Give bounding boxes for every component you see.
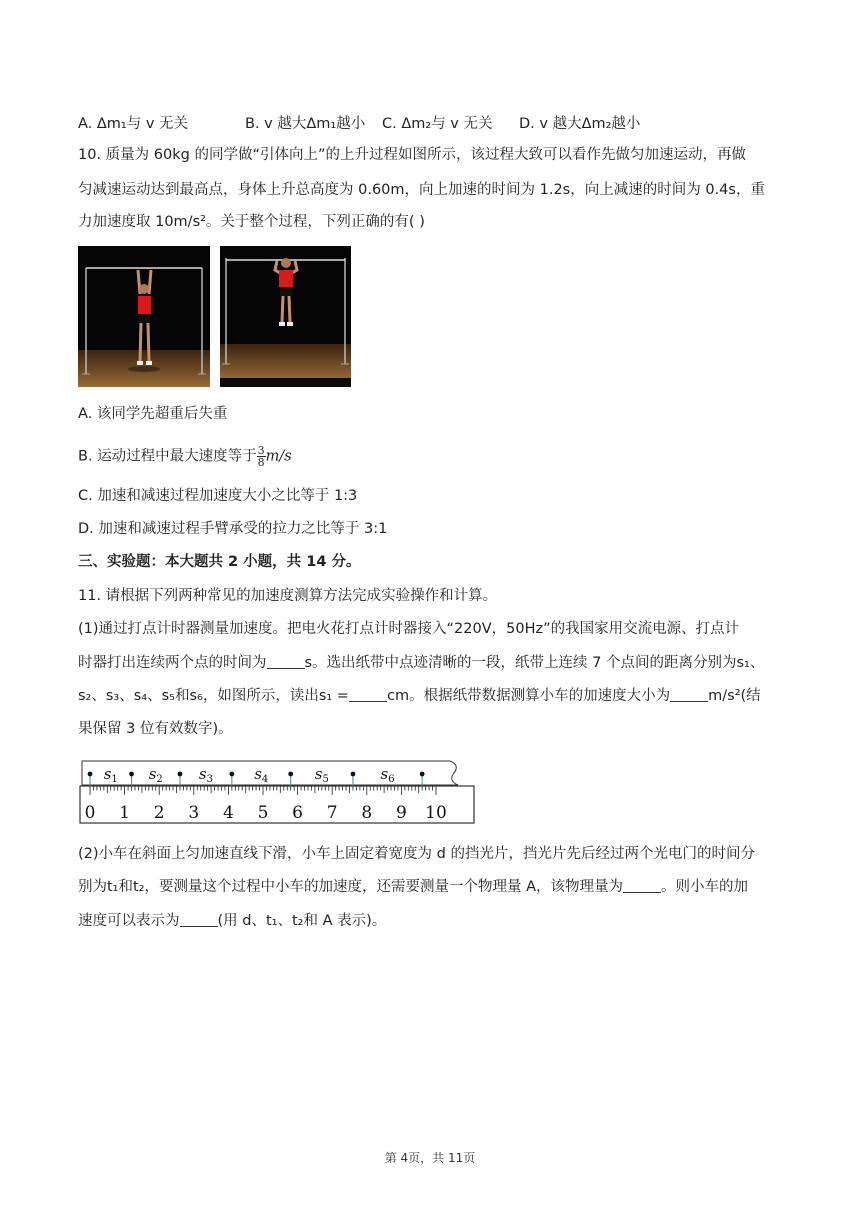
text: s₂、s₃、s₄、s₅和s₆，如图所示，读出s₁ = <box>78 688 349 704</box>
text: 别为t₁和t₂，要测量这个过程中小车的加速度，还需要测量一个物理量 A，该物理量为 <box>78 879 624 895</box>
answer-blank <box>623 878 661 893</box>
q9-option-b: B. v 越大Δm₁越小 <box>245 116 366 132</box>
ruler-number: 4 <box>222 803 234 823</box>
q11-part1-line1: (1)通过打点计时器测量加速度。把电火花打点计时器接入“220V，50Hz”的我国家用交流电源、打点计 <box>78 621 740 637</box>
fraction: $\frac{3}{8}$ <box>257 444 265 469</box>
ruler-number: 6 <box>292 803 304 823</box>
ruler-number: 0 <box>84 803 96 823</box>
tape-segment-label: $s_3$ <box>198 765 213 785</box>
tape-segment-label: $s_2$ <box>148 765 163 785</box>
pullup-photo-hanging <box>78 246 210 387</box>
ruler-number: 1 <box>119 803 131 823</box>
section-heading: 三、实验题：本大题共 2 小题，共 14 分。 <box>78 554 361 570</box>
q10-option-b <box>78 445 292 468</box>
q11-intro: 11. 请根据下列两种常见的加速度测算方法完成实验操作和计算。 <box>78 588 498 604</box>
tape-segment-label: $s_1$ <box>103 765 118 785</box>
tape-dot <box>129 772 134 777</box>
text: m/s²(结 <box>708 688 761 704</box>
answer-blank <box>267 654 305 669</box>
tape-dot <box>229 772 234 777</box>
text: (用 d、t₁、t₂和 A 表示)。 <box>217 913 387 929</box>
q9-option-a: A. Δm₁与 v 无关 <box>78 116 189 132</box>
tape-segment-label: $s_4$ <box>254 765 269 785</box>
tape-dot <box>88 772 93 777</box>
q9-option-d: D. v 越大Δm₂越小 <box>519 116 641 132</box>
q11-part1-line2 <box>78 653 764 673</box>
tape-ruler-figure <box>78 757 478 827</box>
q10-option-b-text: B. 运动过程中最大速度等于 <box>78 448 257 465</box>
ruler-number: 7 <box>326 803 338 823</box>
q10-option-a: A. 该同学先超重后失重 <box>78 406 228 422</box>
text: 速度可以表示为 <box>78 913 180 929</box>
text: cm。根据纸带数据测算小车的加速度大小为 <box>386 688 671 704</box>
q11-part2-line3 <box>78 911 386 931</box>
tape-dot <box>288 772 293 777</box>
q9-option-c: C. Δm₂与 v 无关 <box>382 116 493 132</box>
ruler-number: 8 <box>361 803 373 823</box>
q10-option-d: D. 加速和减速过程手臂承受的拉力之比等于 3:1 <box>78 521 388 537</box>
ruler-number: 10 <box>425 803 447 823</box>
q10-text-line1: 10. 质量为 60kg 的同学做“引体向上”的上升过程如图所示，该过程大致可以看作先做匀加速运动，再做 <box>78 147 746 163</box>
ruler-number: 9 <box>395 803 407 823</box>
unit: m/s <box>265 448 292 465</box>
ruler-number: 3 <box>188 803 200 823</box>
answer-blank <box>349 687 387 702</box>
text: 时器打出连续两个点的时间为 <box>78 655 267 671</box>
tape-dot <box>178 772 183 777</box>
tape-dot <box>420 772 425 777</box>
q10-option-c: C. 加速和减速过程加速度大小之比等于 1:3 <box>78 488 358 504</box>
answer-blank <box>670 687 708 702</box>
text: 。则小车的加 <box>661 879 749 895</box>
q11-part1-line3 <box>78 686 761 706</box>
ruler-number: 2 <box>153 803 165 823</box>
text: s。选出纸带中点迹清晰的一段，纸带上连续 7 个点间的距离分别为s₁、 <box>304 655 765 671</box>
q11-part2-line1: (2)小车在斜面上匀加速直线下滑，小车上固定着宽度为 d 的挡光片，挡光片先后经过两个光电门的时间分 <box>78 846 755 862</box>
tape-segment-label: $s_6$ <box>380 765 395 785</box>
q11-part1-line4: 果保留 3 位有效数字)。 <box>78 721 233 737</box>
pullup-photo-raised <box>220 246 351 387</box>
answer-blank <box>180 912 218 927</box>
q11-part2-line2 <box>78 877 748 897</box>
q10-text-line3: 力加速度取 10m/s²。关于整个过程，下列正确的有( ) <box>78 214 425 230</box>
tape-segment-label: $s_5$ <box>314 765 329 785</box>
tape-dot <box>351 772 356 777</box>
ruler-number: 5 <box>257 803 269 823</box>
q10-text-line2: 匀减速运动达到最高点，身体上升总高度为 0.60m，向上加速的时间为 1.2s，向上减速的时间为 0.4s，重 <box>78 182 765 198</box>
page-footer: 第 4页，共 11页 <box>384 1151 476 1165</box>
